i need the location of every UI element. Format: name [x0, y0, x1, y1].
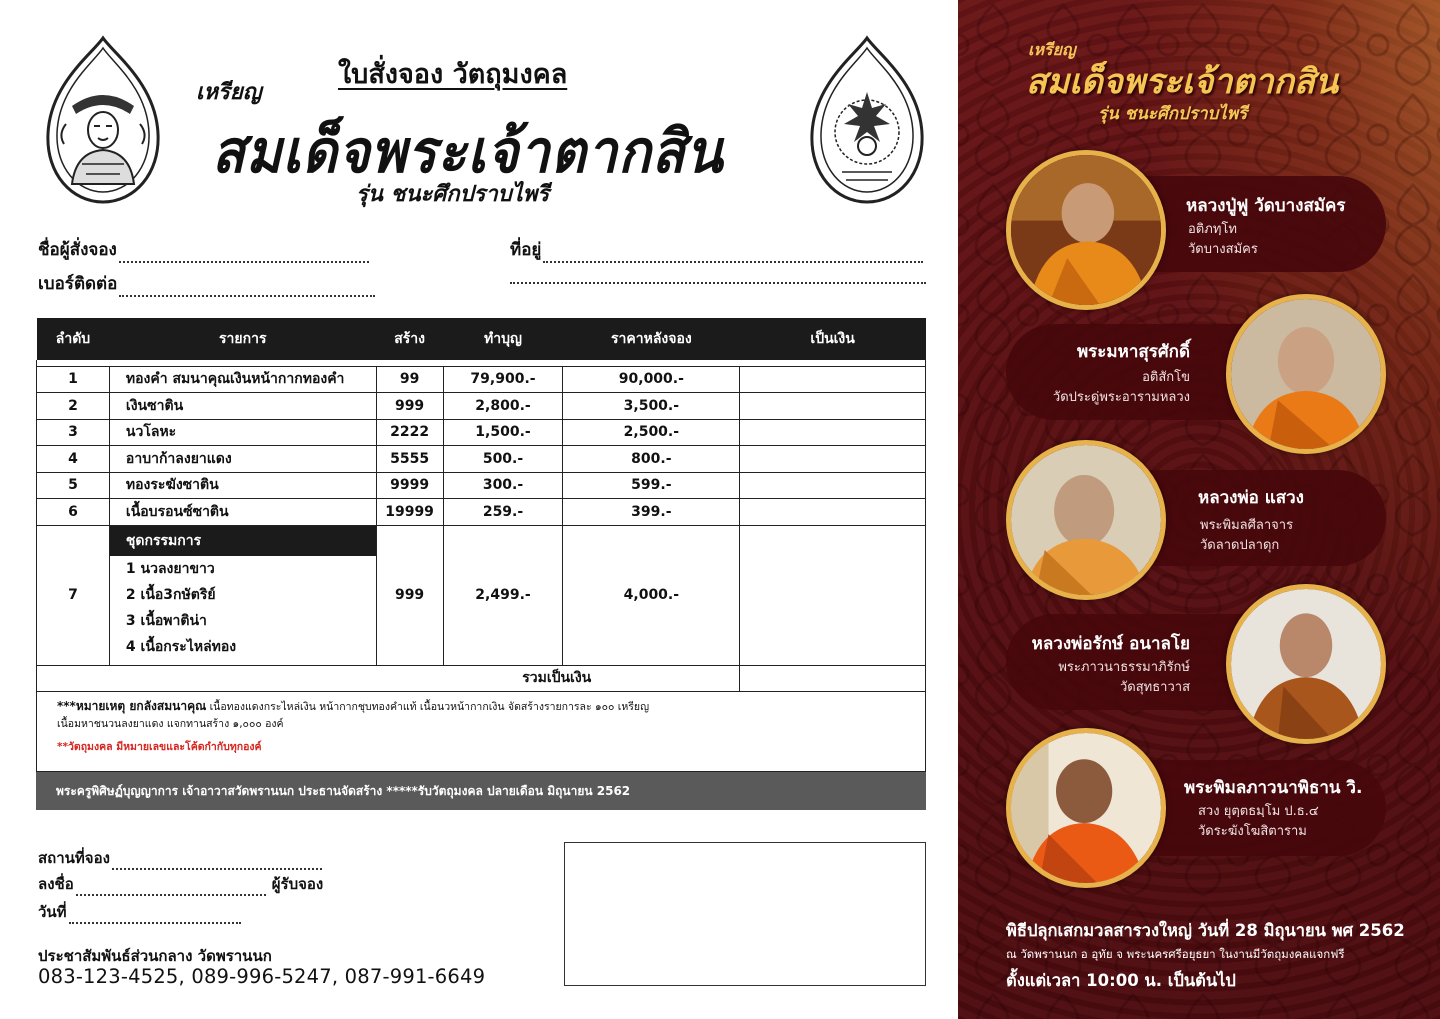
monk-photo-1: [1006, 150, 1166, 310]
medal-word: เหรียญ: [196, 80, 262, 105]
contact-field[interactable]: [38, 270, 375, 297]
pr-phones: 083-123-4525, 089-996-5247, 087-991-6649: [38, 965, 486, 988]
row-item: เงินซาติน: [109, 393, 376, 420]
row-amount-input[interactable]: [740, 393, 926, 420]
place-field[interactable]: [38, 846, 322, 870]
monk-line1: พระพิมลศีลาจาร: [1200, 518, 1294, 533]
col-header-no: ลำดับ: [37, 318, 110, 360]
orderer-name-field[interactable]: [38, 236, 369, 263]
row-donate: 259.-: [443, 499, 563, 526]
monk-photo-2: [1226, 294, 1386, 454]
panel-title: สมเด็จพระเจ้าตากสิน: [1026, 62, 1339, 102]
row-amount-input[interactable]: [740, 499, 926, 526]
row-donate: 500.-: [443, 446, 563, 473]
monk-line1: อติสักโข: [1142, 370, 1190, 385]
orderer-name-input[interactable]: [119, 249, 369, 263]
set-item: 2 เนื้อ3กษัตริย์: [125, 586, 216, 603]
row-no: 1: [37, 366, 110, 393]
monk-line2: วัดสุทธาวาส: [1119, 680, 1190, 695]
monk-line1: พระภาวนาธรรมาภิรักษ์: [1058, 660, 1190, 675]
contact-input[interactable]: [119, 283, 375, 297]
row-amount-input[interactable]: [740, 446, 926, 473]
row-no: 4: [37, 446, 110, 473]
place-label: สถานที่จอง: [38, 849, 110, 867]
address-label: ที่อยู่: [510, 240, 542, 260]
set-item-cell: [109, 525, 376, 665]
order-table: [36, 318, 926, 692]
table-row: [37, 499, 926, 526]
table-header-row: [37, 318, 926, 360]
table-row: [37, 366, 926, 393]
row-item: อาบาก้าลงยาแดง: [109, 446, 376, 473]
sign-label: ลงชื่อ: [38, 875, 74, 893]
set-item: 1 นวลงยาขาว: [125, 560, 215, 577]
stamp-box: [564, 842, 926, 986]
monk-line2: วัดประดู่พระอารามหลวง: [1052, 390, 1190, 405]
row-no: 5: [37, 472, 110, 499]
receiver-label: ผู้รับจอง: [271, 875, 324, 893]
row-donate: 1,500.-: [443, 419, 563, 446]
monk-photo-3: [1006, 440, 1166, 600]
row-item: นวโลหะ: [109, 419, 376, 446]
row-made: 999: [376, 525, 443, 665]
contact-label: เบอร์ติดต่อ: [38, 274, 118, 294]
row-made: 99: [376, 366, 443, 393]
monk-line1: สวง ยุตฺตธมฺโม ป.ธ.๔: [1198, 804, 1319, 819]
row-after: 399.-: [563, 499, 740, 526]
table-row-set: [37, 525, 926, 665]
total-label: รวมเป็นเงิน: [37, 665, 740, 692]
row-made: 5555: [376, 446, 443, 473]
row-after: 4,000.-: [563, 525, 740, 665]
row-after: 800.-: [563, 446, 740, 473]
table-row: [37, 446, 926, 473]
main-title: สมเด็จพระเจ้าตากสิน: [212, 116, 724, 187]
note-red: **วัตถุมงคล มีหมายเลขและโค้ดกำกับทุกองค์: [57, 741, 262, 753]
sign-field[interactable]: [38, 872, 323, 896]
date-input[interactable]: [69, 912, 241, 924]
row-donate: 300.-: [443, 472, 563, 499]
panel-medal-word: เหรียญ: [1028, 40, 1076, 59]
row-donate: 79,900.-: [443, 366, 563, 393]
col-header-amount: เป็นเงิน: [740, 318, 926, 360]
row-after: 599.-: [563, 472, 740, 499]
row-no: 2: [37, 393, 110, 420]
row-item: เนื้อบรอนซ์ซาติน: [109, 499, 376, 526]
set-item: 4 เนื้อกระไหล่ทอง: [125, 638, 237, 655]
order-title: ใบสั่งจอง วัตถุมงคล: [338, 59, 568, 90]
address-field[interactable]: [510, 236, 923, 263]
row-after: 90,000.-: [563, 366, 740, 393]
address-input[interactable]: [543, 249, 923, 263]
date-field[interactable]: [38, 900, 241, 924]
monk-name: พระพิมลภาวนาพิธาน วิ.: [1184, 778, 1363, 798]
monk-line2: วัดลาดปลาดุก: [1200, 538, 1280, 553]
set-item: 3 เนื้อพาติน่า: [125, 612, 207, 629]
note-line-1: [57, 698, 905, 716]
row-made: 2222: [376, 419, 443, 446]
row-no: 6: [37, 499, 110, 526]
monk-photo-4: [1226, 584, 1386, 744]
row-made: 9999: [376, 472, 443, 499]
monk-line2: วัดระฆังโฆสิตาราม: [1198, 824, 1307, 839]
ceremony-line-3: ตั้งแต่เวลา 10:00 น. เป็นต้นไป: [1006, 971, 1236, 990]
row-amount-input[interactable]: [740, 419, 926, 446]
note-body-2: เนื้อมหาชนวนลงยาแดง แจกทานสร้าง ๑,๐๐๐ องค์: [57, 718, 284, 730]
row-after: 2,500.-: [563, 419, 740, 446]
pr-label: ประชาสัมพันธ์ส่วนกลาง วัดพรานนก: [38, 947, 272, 965]
monk-name: หลวงปู่ฟู วัดบางสมัคร: [1186, 196, 1346, 216]
note-lead: ***หมายเหตุ ยกลังสมนาคุณ: [57, 699, 207, 713]
table-row: [37, 393, 926, 420]
row-amount-input[interactable]: [740, 366, 926, 393]
row-made: 19999: [376, 499, 443, 526]
ceremony-line-2: ณ วัดพรานนก อ อุทัย จ พระนครศรีอยุธยา ในงานมีวัตถุมงคลแจกฟรี: [1006, 947, 1345, 961]
emblem-medal-image: [806, 34, 928, 206]
row-amount-input[interactable]: [740, 525, 926, 665]
ceremony-info: [1006, 918, 1426, 994]
row-made: 999: [376, 393, 443, 420]
footer-bar: พระครูพิศิษฏ์บุญญาการ เจ้าอาวาสวัดพรานนก ประธานจัดสร้าง *****รับวัตถุมงคล ปลายเดือน มิถุนายน 2562: [36, 772, 926, 810]
monk-name: พระมหาสุรศักดิ์: [1076, 342, 1190, 362]
table-row: [37, 419, 926, 446]
sign-input[interactable]: [76, 884, 266, 896]
row-after: 3,500.-: [563, 393, 740, 420]
table-row: [37, 472, 926, 499]
monks-panel: [958, 0, 1440, 1019]
monk-photo-5: [1006, 728, 1166, 888]
king-medal-image: [42, 34, 164, 206]
row-item: ทองระฆังซาติน: [109, 472, 376, 499]
row-donate: 2,499.-: [443, 525, 563, 665]
monk-name: หลวงพ่อ แสวง: [1198, 488, 1304, 508]
panel-series: รุ่น ชนะศึกปราบไพรี: [1098, 104, 1248, 124]
row-amount-input[interactable]: [740, 472, 926, 499]
set-head: ชุดกรรมการ: [110, 526, 376, 556]
date-label: วันที่: [38, 903, 67, 921]
row-donate: 2,800.-: [443, 393, 563, 420]
monk-line2: วัดบางสมัคร: [1188, 242, 1258, 257]
note-body: เนื้อทองแดงกระไหล่เงิน หน้ากากชุบทองคำแท้ เนื้อนวหน้ากากเงิน จัดสร้างรายการละ ๑๐๐ เหรียญ: [209, 701, 650, 713]
monk-line1: อติภทฺโท: [1188, 222, 1237, 237]
monk-name: หลวงพ่อรักษ์ อนาลโย: [1031, 634, 1190, 654]
address-line-2[interactable]: [510, 270, 926, 284]
row-item: ทองคำ สมนาคุณเงินหน้ากากทองคำ: [109, 366, 376, 393]
place-input[interactable]: [112, 858, 322, 870]
series-title: รุ่น ชนะศึกปราบไพรี: [356, 182, 550, 207]
col-header-made: สร้าง: [376, 318, 443, 360]
orderer-name-label: ชื่อผู้สั่งจอง: [38, 240, 117, 260]
col-header-donate: ทำบุญ: [443, 318, 563, 360]
row-no: 3: [37, 419, 110, 446]
address-input-2[interactable]: [510, 270, 926, 284]
col-header-item: รายการ: [109, 318, 376, 360]
col-header-after: ราคาหลังจอง: [563, 318, 740, 360]
ceremony-line-1: พิธีปลุกเสกมวลสารวงใหญ่ วันที่ 28 มิถุนายน พศ 2562: [1006, 921, 1405, 940]
note-box: [36, 688, 926, 772]
row-no: 7: [37, 525, 110, 665]
